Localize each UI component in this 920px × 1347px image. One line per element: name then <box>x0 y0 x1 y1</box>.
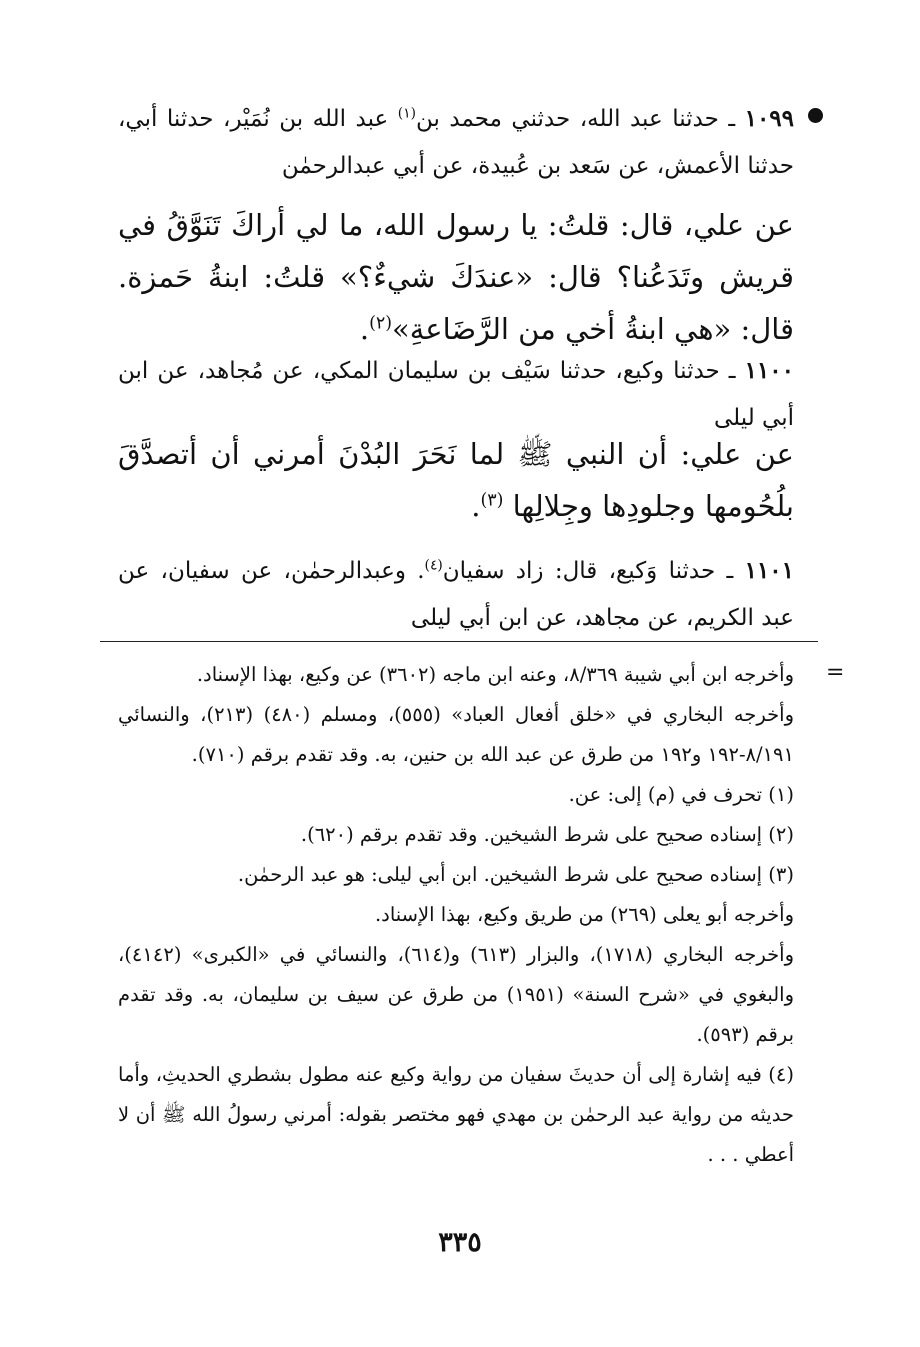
hadith-1099-matn-text: عن علي، قال: قلتُ: يا رسول الله، ما لي أراكَ تَنَوَّقُ في قريش وتَدَعُنا؟ قال: «عندَكَ شيءٌ؟» قلتُ: ابنةُ حَمزة. قال: «هي ابنةُ أخي من الرَّضَاعةِ» <box>118 208 794 346</box>
footnote-4: (٤) فيه إشارة إلى أن حديثَ سفيان من رواية وكيع عنه مطول بشطري الحديثِ، وأما حديثه من رواية عبد الرحمٰن بن مهدي فهو مختصر بقوله: أمرني رسولُ الله ﷺ أن لا أعطي . . . <box>118 1063 794 1166</box>
continuation-mark: = <box>826 660 845 685</box>
hadith-1100-isnad-text: ـ حدثنا وكيع، حدثنا سَيْف بن سليمان المكي، عن مُجاهد، عن ابن أبي ليلى <box>118 358 794 431</box>
footnote-1: (١) تحرف في (م) إلى: عن. <box>568 783 794 806</box>
hadith-1101-isnad-part2: . وعبدالرحمٰن، عن سفيان، عن عبد الكريم، عن مجاهد، عن ابن أبي ليلى <box>118 558 794 631</box>
hadith-1100-number: ١١٠٠ <box>744 357 794 384</box>
page-number: ٣٣٥ <box>438 1227 482 1258</box>
hadith-1101-isnad-part1: ـ حدثنا وَكيع، قال: زاد سفيان <box>442 558 745 584</box>
footnote-continued-line-1: وأخرجه ابن أبي شيبة ٨/٣٦٩، وعنه ابن ماجه (٣٦٠٢) عن وكيع، بهذا الإسناد. <box>196 663 794 686</box>
hadith-1099-end: . <box>359 312 370 346</box>
hadith-1101-number: ١١٠١ <box>744 557 794 584</box>
hadith-1101-isnad <box>118 547 820 642</box>
hadith-1100-end: . <box>471 489 481 523</box>
footnote-3-line-3: وأخرجه البخاري (١٧١٨)، والبزار (٦١٣) و(٦١٤)، والنسائي في «الكبرى» (٤١٤٢)، والبغوي في «شرح السنة» (١٩٥١) من طرق عن سيف بن سليمان، به. وقد تقدم برقم (٥٩٣). <box>118 943 794 1046</box>
footnote-3-line-2: وأخرجه أبو يعلى (٢٦٩) من طريق وكيع، بهذا الإسناد. <box>374 903 794 926</box>
hadith-1100-matn <box>118 428 820 532</box>
footnote-3-line-1: (٣) إسناده صحيح على شرط الشيخين. ابن أبي ليلى: هو عبد الرحمٰن. <box>237 863 794 886</box>
footnote-2: (٢) إسناده صحيح على شرط الشيخين. وقد تقدم برقم (٦٢٠). <box>300 823 794 846</box>
hadith-1099-matn <box>118 199 820 355</box>
footnotes <box>118 655 820 1175</box>
hadith-1099-isnad <box>118 95 820 190</box>
footnote-ref-3[interactable]: (٣) <box>480 490 504 511</box>
hadith-1100-matn-text: عن علي: أن النبي ﷺ لما نَحَرَ البُدْنَ أمرني أن أتصدَّقَ بلُحُومها وجلودِها وجِلالِها <box>118 437 794 523</box>
footnote-separator <box>100 641 818 642</box>
hadith-1099-number: ١٠٩٩ <box>744 105 795 132</box>
footnote-ref-1[interactable]: (١) <box>397 105 416 122</box>
footnote-ref-4[interactable]: (٤) <box>424 557 443 574</box>
footnote-continued-line-2: وأخرجه البخاري في «خلق أفعال العباد» (٥٥٥)، ومسلم (٤٨٠) (٢١٣)، والنسائي ٨/١٩١-١٩٢ و١٩٢ من طرق عن عبد الله بن حنين، به. وقد تقدم برقم (٧١٠). <box>118 703 794 766</box>
hadith-1099-isnad-part2: عبد الله بن نُمَيْر، حدثنا أبي، حدثنا الأعمش، عن سَعد بن عُبيدة، عن أبي عبدالرحمٰن <box>118 106 794 179</box>
footnote-ref-2[interactable]: (٢) <box>369 313 393 334</box>
hadith-1099-isnad-part1: ـ حدثنا عبد الله، حدثني محمد بن <box>415 106 745 132</box>
